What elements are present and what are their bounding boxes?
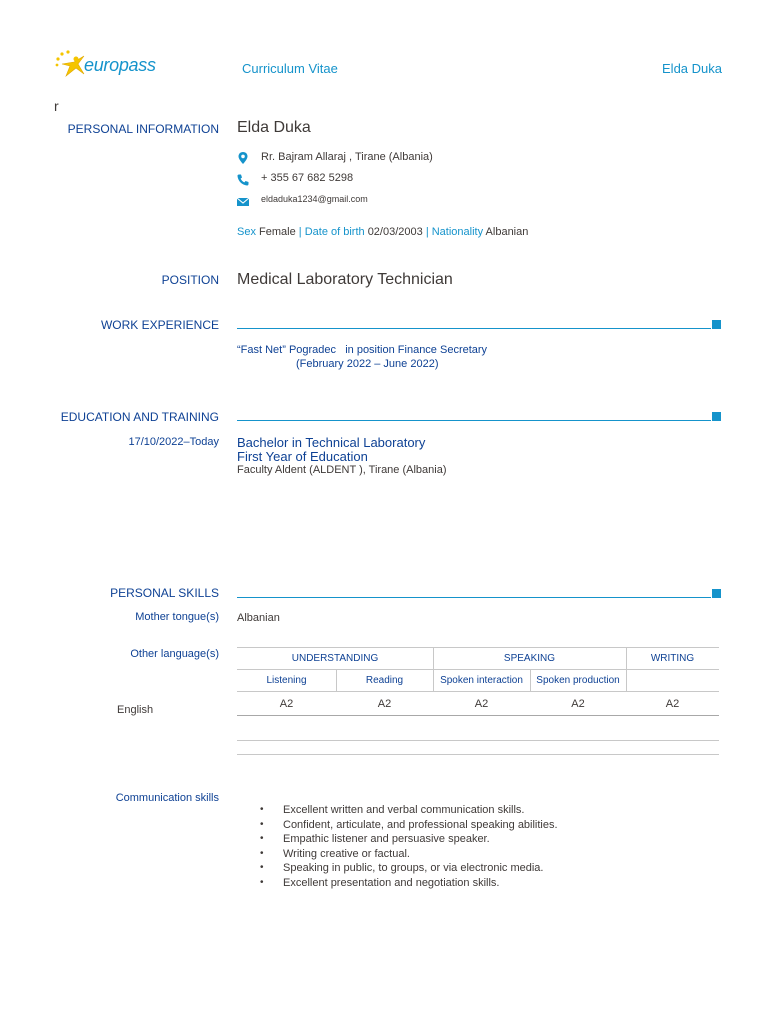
list-item: • Writing creative or factual. [260,847,558,862]
personal-details-line [237,226,528,238]
reading-header: Reading [365,675,404,686]
sex-value: Female [259,226,296,238]
communication-skills-label: Communication skills [115,792,219,804]
separator: | [425,226,429,238]
list-item: • Confident, articulate, and professional speaking abilities. [260,818,558,833]
section-divider-square [712,320,721,329]
spoken-production-header: Spoken production [536,675,620,686]
section-divider [237,597,711,598]
education-title2: First Year of Education [237,449,368,464]
separator: | [298,226,302,238]
envelope-icon [236,195,250,209]
work-experience-label: WORK EXPERIENCE [100,318,219,332]
list-item: • Excellent presentation and negotiation skills. [260,876,558,891]
education-date: 17/10/2022–Today [128,436,219,448]
understanding-header: UNDERSTANDING [291,653,379,664]
writing-header: WRITING [650,653,695,664]
phone-icon [236,173,250,187]
section-divider-square [712,412,721,421]
location-pin-icon [236,151,250,165]
section-divider [237,328,711,329]
section-divider-square [712,589,721,598]
position-label: POSITION [161,273,219,287]
reading-level: A2 [377,698,392,710]
email-text: eldaduka1234@gmail.com [261,194,368,204]
work-entry-line1: “Fast Net” Pogradec in position Finance Secretary [237,344,488,356]
writing-level: A2 [665,698,680,710]
education-title1: Bachelor in Technical Laboratory [237,435,426,450]
education-label: EDUCATION AND TRAINING [60,410,219,424]
stray-mark: r [54,98,59,114]
candidate-name: Elda Duka [237,119,311,136]
list-item: • Empathic listener and persuasive speaker. [260,832,558,847]
education-organisation: Faculty Aldent (ALDENT ), Tirane (Albania) [237,464,447,476]
nationality-value: Albanian [485,226,529,238]
personal-skills-label: PERSONAL SKILLS [110,586,219,600]
address-text: Rr. Bajram Allaraj , Tirane (Albania) [261,151,433,163]
dob-value: 02/03/2003 [367,226,423,238]
listening-level: A2 [279,698,294,710]
europass-logo [54,50,164,82]
position-value: Medical Laboratory Technician [237,271,453,288]
mother-tongue-label: Mother tongue(s) [135,611,219,623]
list-item: • Excellent written and verbal communication skills. [260,803,558,818]
speaking-header: SPEAKING [503,653,556,664]
spoken-interaction-header: Spoken interaction [440,675,523,686]
nationality-label: Nationality [431,226,484,238]
list-item: • Speaking in public, to groups, or via electronic media. [260,861,558,876]
doc-title: Curriculum Vitae [242,61,338,76]
spoken-interaction-level: A2 [474,698,489,710]
spoken-production-level: A2 [571,698,585,710]
dob-label: Date of birth [304,226,365,238]
phone-text: + 355 67 682 5298 [261,172,354,184]
communication-skills-list [260,803,558,891]
header-name: Elda Duka [662,61,722,76]
language-name: English [117,704,154,716]
personal-information-label: PERSONAL INFORMATION [67,122,219,136]
mother-tongue-value: Albanian [237,612,280,624]
sex-label: Sex [237,226,256,238]
logo-text-pass: pass [118,55,156,75]
logo-text-euro: euro [84,55,119,75]
section-divider [237,420,711,421]
listening-header: Listening [266,675,307,686]
work-entry-line2: (February 2022 – June 2022) [296,358,439,370]
other-languages-label: Other language(s) [130,648,219,660]
